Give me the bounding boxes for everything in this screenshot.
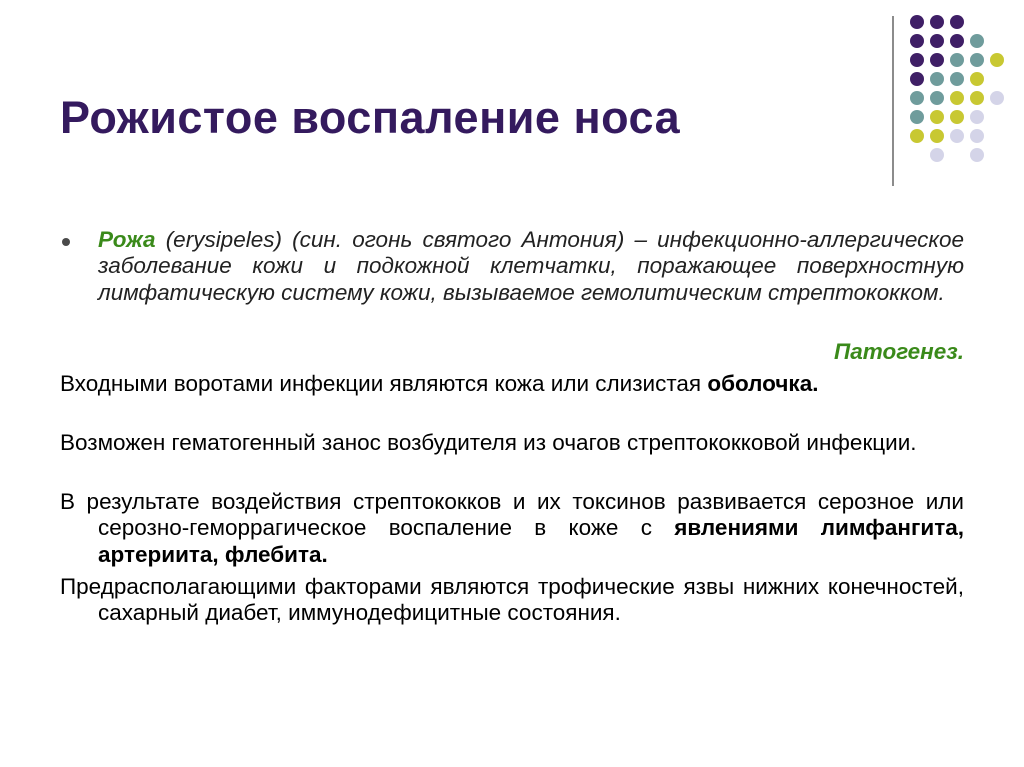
term-highlight: Рожа	[98, 227, 156, 252]
decorative-dot	[970, 53, 984, 67]
paragraph-streptococci-effect	[60, 489, 964, 568]
decorative-dot	[990, 91, 1004, 105]
paragraph-text: В результате воздействия стрептококков и их токсинов развивается серозное или серозно-геморрагическое воспаление в коже с	[60, 489, 964, 541]
decorative-dot	[930, 129, 944, 143]
decorative-dot	[970, 91, 984, 105]
decorative-divider	[892, 16, 894, 186]
decorative-dot	[910, 72, 924, 86]
decorative-dot	[910, 129, 924, 143]
decorative-dot	[950, 34, 964, 48]
decorative-dot	[950, 15, 964, 29]
paragraph-text: Возможен гематогенный занос возбудителя из очагов стрептококковой инфекции.	[60, 430, 917, 455]
decorative-dot	[930, 72, 944, 86]
decorative-dot	[970, 34, 984, 48]
decorative-dot	[930, 15, 944, 29]
decorative-dot	[970, 110, 984, 124]
decorative-dot	[910, 15, 924, 29]
paragraph-entry-gates	[60, 371, 964, 397]
pathogenesis-heading: Патогенез.	[834, 339, 964, 364]
decorative-dot	[990, 53, 1004, 67]
paragraph-text: Предрасполагающими факторами являются трофические язвы нижних конечностей, сахарный диабет, иммунодефицитные состояния.	[60, 574, 964, 626]
decorative-dot	[910, 53, 924, 67]
slide-title: Рожистое воспаление носа	[60, 92, 681, 143]
paragraph-bold-text: явлениями лимфангита, артериита, флебита.	[98, 515, 964, 567]
decorative-dot	[950, 110, 964, 124]
definition-text: (erysipeles) (син. огонь святого Антония) – инфекционно-аллергическое заболевание кожи и подкожной клетчатки, поражающее поверхностную лимфатическую систему кожи, вызываемое гемолитическим стрептококком.	[98, 227, 964, 305]
paragraph-hematogenous	[60, 430, 964, 456]
decorative-dot	[910, 110, 924, 124]
paragraph-bold-text: оболочка.	[707, 371, 819, 396]
paragraph-predisposing-factors	[60, 574, 964, 627]
definition-paragraph	[98, 227, 964, 306]
decorative-dot	[910, 34, 924, 48]
decorative-dot	[930, 110, 944, 124]
decorative-dot	[950, 72, 964, 86]
decorative-dot	[970, 129, 984, 143]
decorative-dot	[930, 91, 944, 105]
decorative-dot	[930, 34, 944, 48]
decorative-dot	[950, 53, 964, 67]
decorative-dot	[970, 72, 984, 86]
bullet-icon	[62, 238, 70, 246]
decorative-dot	[930, 53, 944, 67]
decorative-dot	[910, 91, 924, 105]
decorative-dot	[930, 148, 944, 162]
paragraph-text: Входными воротами инфекции являются кожа или слизистая	[60, 371, 708, 396]
decorative-dot	[950, 129, 964, 143]
decorative-dot	[950, 91, 964, 105]
decorative-dot	[970, 148, 984, 162]
